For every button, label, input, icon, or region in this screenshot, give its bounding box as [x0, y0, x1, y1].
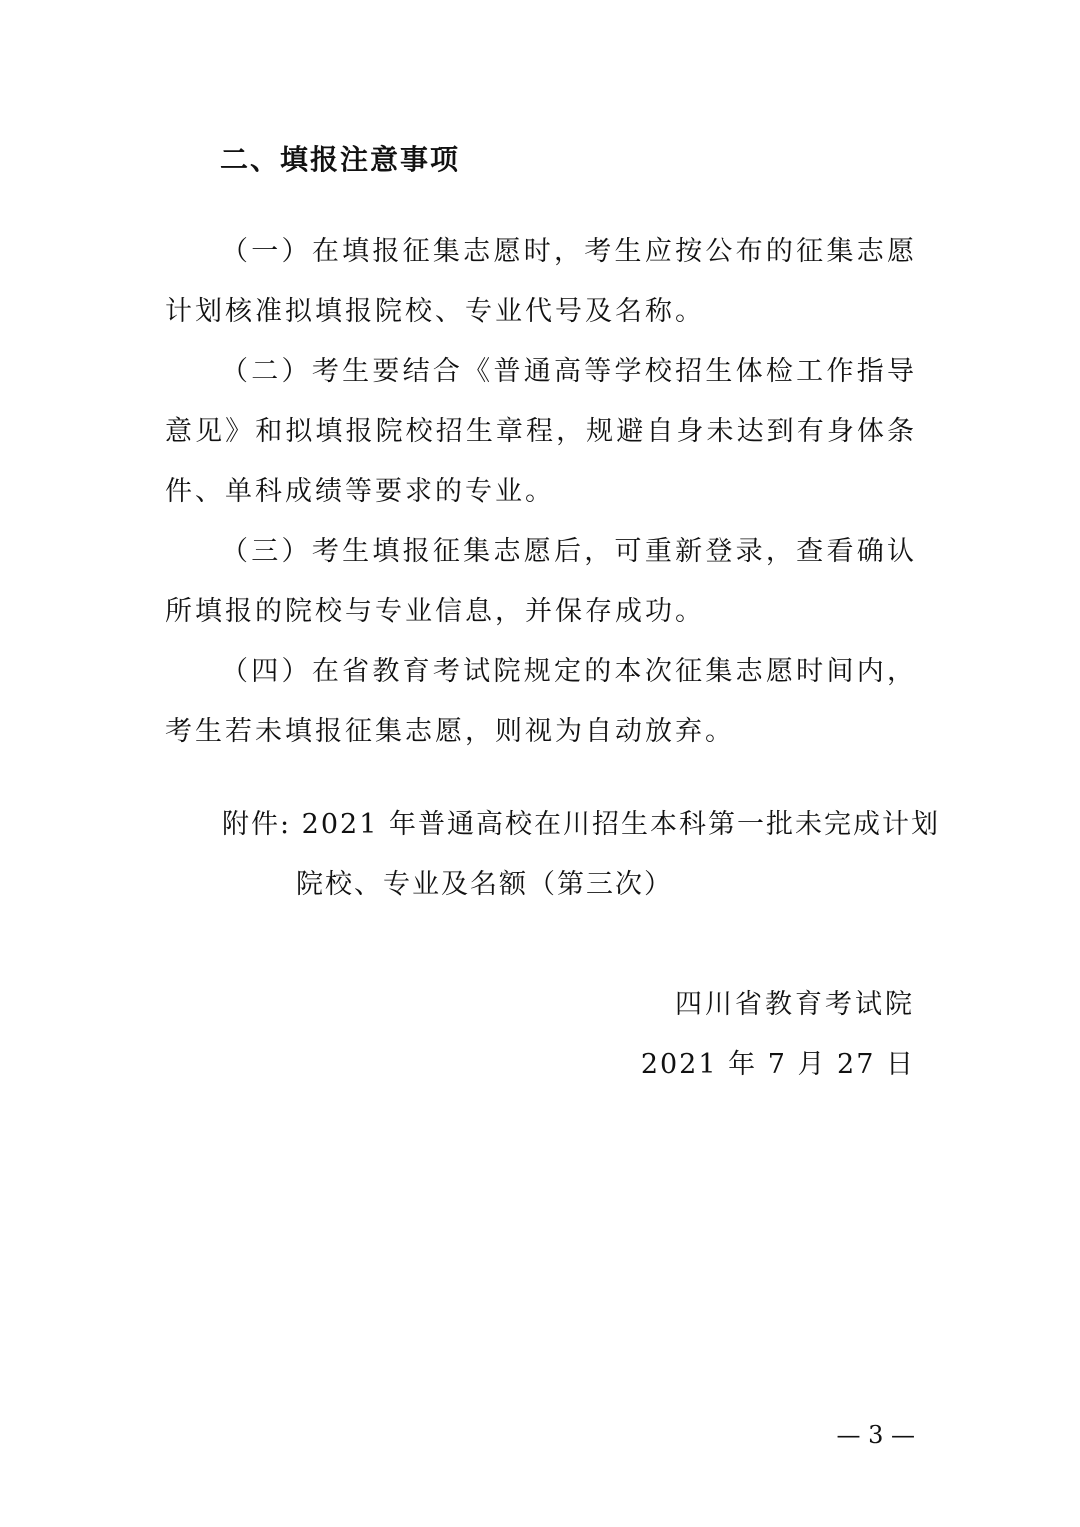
page-number: — 3 —: [836, 1421, 915, 1449]
section-heading: 二、填报注意事项: [220, 143, 461, 176]
attachment-note: [222, 795, 940, 915]
attachment-line-1: 附件: 2021 年普通高校在川招生本科第一批未完成计划: [222, 809, 940, 840]
notice-item-2: （二）考生要结合《普通高等学校招生体检工作指导意见》和拟填报院校招生章程，规避自身未达到有身体条件、单科成绩等要求的专业。: [165, 356, 917, 507]
notice-item-3: （三）考生填报征集志愿后，可重新登录，查看确认所填报的院校与专业信息，并保存成功。: [165, 536, 917, 627]
attachment-line-2: 院校、专业及名额（第三次）: [296, 869, 673, 900]
issue-date: 2021 年 7 月 27 日: [640, 1049, 915, 1080]
issuer-name: 四川省教育考试院: [675, 989, 915, 1020]
notice-item-1: （一）在填报征集志愿时，考生应按公布的征集志愿计划核准拟填报院校、专业代号及名称。: [165, 236, 917, 327]
notice-item-4: （四）在省教育考试院规定的本次征集志愿时间内，考生若未填报征集志愿，则视为自动放弃。: [165, 656, 917, 747]
